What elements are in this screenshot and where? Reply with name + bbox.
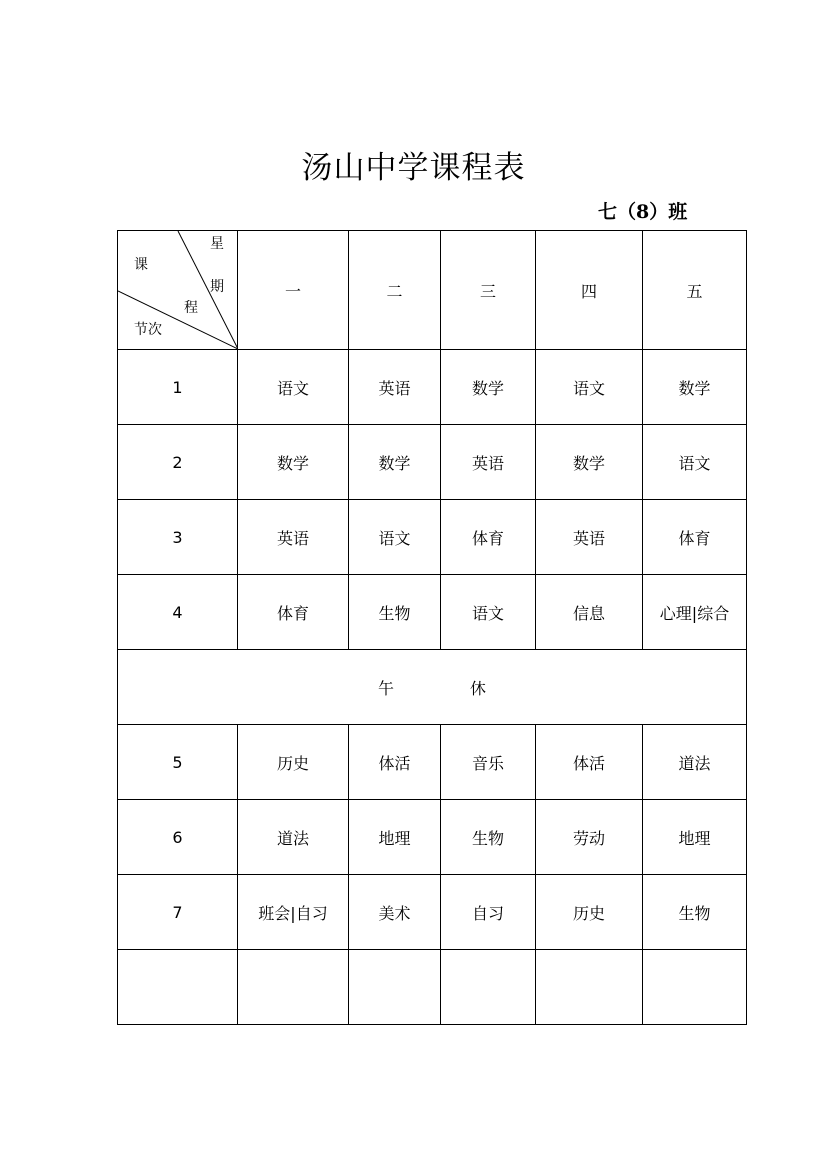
noon-break-char-2: 休 (470, 678, 487, 698)
course-cell: 自习 (441, 875, 536, 950)
course-cell: 体育 (643, 500, 747, 575)
corner-label-ke: 课 (134, 257, 148, 273)
table-row (118, 800, 747, 875)
course-cell: 数学 (238, 425, 349, 500)
period-number: 3 (118, 500, 238, 575)
period-number: 7 (118, 875, 238, 950)
table-row (118, 950, 747, 1025)
noon-break-char-1: 午 (377, 678, 394, 698)
header-row (118, 231, 747, 350)
period-number: 6 (118, 800, 238, 875)
course-cell: 语文 (349, 500, 441, 575)
corner-label-cheng: 程 (184, 300, 198, 316)
course-cell: 地理 (349, 800, 441, 875)
course-cell: 英语 (441, 425, 536, 500)
course-cell: 美术 (349, 875, 441, 950)
course-cell: 地理 (643, 800, 747, 875)
course-cell: 数学 (643, 350, 747, 425)
course-cell (349, 950, 441, 1025)
course-cell: 数学 (441, 350, 536, 425)
table-row (118, 875, 747, 950)
course-cell: 生物 (349, 575, 441, 650)
course-cell: 英语 (349, 350, 441, 425)
course-cell: 语文 (643, 425, 747, 500)
course-cell: 班会|自习 (238, 875, 349, 950)
course-cell: 生物 (643, 875, 747, 950)
corner-label-qi: 期 (210, 279, 224, 295)
period-number: 4 (118, 575, 238, 650)
day-header: 四 (536, 231, 643, 350)
course-cell: 历史 (238, 725, 349, 800)
course-cell: 体育 (441, 500, 536, 575)
course-cell: 英语 (536, 500, 643, 575)
corner-label-jieci: 节次 (134, 322, 162, 338)
course-cell (441, 950, 536, 1025)
noon-break-row (118, 650, 747, 725)
table-row (118, 725, 747, 800)
course-cell: 心理|综合 (643, 575, 747, 650)
course-cell: 道法 (238, 800, 349, 875)
course-cell: 语文 (536, 350, 643, 425)
noon-break-cell (118, 650, 747, 725)
course-cell: 体活 (349, 725, 441, 800)
course-cell (643, 950, 747, 1025)
course-cell: 道法 (643, 725, 747, 800)
course-cell: 音乐 (441, 725, 536, 800)
course-cell: 英语 (238, 500, 349, 575)
table-row (118, 500, 747, 575)
course-cell: 数学 (536, 425, 643, 500)
day-header: 一 (238, 231, 349, 350)
period-number: 2 (118, 425, 238, 500)
course-cell (536, 950, 643, 1025)
corner-cell (118, 231, 238, 350)
table-row (118, 575, 747, 650)
table-row (118, 350, 747, 425)
course-cell: 语文 (238, 350, 349, 425)
day-header: 五 (643, 231, 747, 350)
course-cell: 生物 (441, 800, 536, 875)
page-title: 汤山中学课程表 (301, 150, 526, 186)
day-header: 二 (349, 231, 441, 350)
period-number: 5 (118, 725, 238, 800)
course-cell: 语文 (441, 575, 536, 650)
corner-label-xing: 星 (210, 236, 224, 252)
period-number (118, 950, 238, 1025)
table-row (118, 425, 747, 500)
course-cell: 体活 (536, 725, 643, 800)
course-cell: 体育 (238, 575, 349, 650)
course-cell (238, 950, 349, 1025)
course-cell: 数学 (349, 425, 441, 500)
day-header: 三 (441, 231, 536, 350)
course-cell: 劳动 (536, 800, 643, 875)
period-number: 1 (118, 350, 238, 425)
course-cell: 信息 (536, 575, 643, 650)
class-label: 七（8）班 (598, 201, 688, 223)
course-cell: 历史 (536, 875, 643, 950)
schedule-table (117, 230, 747, 1025)
